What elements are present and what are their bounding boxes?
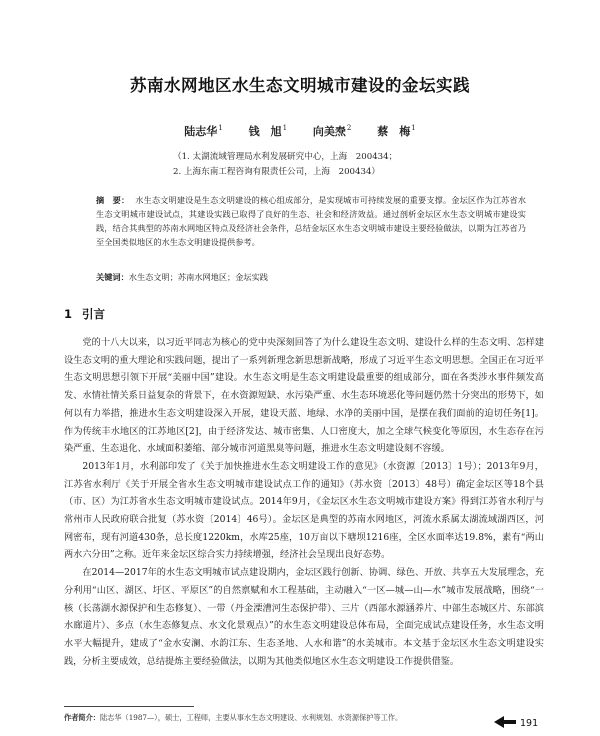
page-corner-ornament-icon — [494, 716, 516, 728]
footnote-text: 陆志华（1987—），硕士，工程师，主要从事水生态文明建设、水利规划、水资源保护等工作。 — [99, 713, 403, 722]
keywords-label: 关键词： — [96, 272, 129, 282]
section-number: 1 — [64, 307, 73, 321]
keywords-text: 水生态文明；苏南水网地区；金坛实践 — [128, 272, 268, 282]
author: 向美焘$^2$ — [312, 124, 352, 138]
paragraph: 2013年1月，水利部印发了《关于加快推进水生态文明建设工作的意见》（水资源〔2013〕1号）；2013年9月，江苏省水利厅《关于开展全省水生态文明城市建设试点工作的通知》（苏水资〔2013〕48号）确定金坛区等18个县（市、区）为江苏省水生态文明城市建设试点。2014年9月，《金坛区水生态文明城市建设方案》得到江苏省水利厅与常州市人民政府联合批复（苏水资〔2014〕46号）。金坛区是典型的苏南水网地区，河流水系属太湖流域湖西区，河网密布，现有河道430条，总长度1220km，水库25座，10万亩以下塘坝1216座，全区水面率达19.8%，素有“两山两水六分田”之称。近年来金坛区综合实力持续增强，经济社会呈现出良好态势。 — [64, 460, 544, 561]
keywords — [96, 272, 526, 283]
section-heading — [64, 306, 105, 322]
affiliation-1: （1. 太湖流域管理局水利发展研究中心，上海 200434； — [173, 152, 398, 162]
paragraph: 党的十八大以来，以习近平同志为核心的党中央深刻回答了为什么建设生态文明、建设什么样的生态文明、怎样建设生态文明的重大理论和实践问题，提出了一系列新理念新思想新战略，形成了习近平生态文明思想。全国正在习近平生态文明思想引领下开展“美丽中国”建设。水生态文明是生态文明建设最重要的组成部分，面在各类涉水事件频发高发、水情社情关系日益复杂的背景下，在水资源短缺、水污染严重、水生态环境恶化等问题仍然十分突出的形势下，如何以有力举措，推进水生态文明建设深入开展，建设天蓝、地绿、水净的美丽中国，是摆在我们面前的迫切任务[1]。作为传统丰水地区的江苏地区[2]，由于经济发达、城市密集、人口密度大，加之全球气候变化等原因，水生态存在污染严重、生态退化、水域面积萎缩、部分城市河道黑臭等问题，推进水生态文明建设刻不容缓。 — [64, 337, 544, 455]
author: 蔡 梅$^1$ — [377, 124, 416, 138]
author-footnote — [64, 713, 402, 723]
footnote-label: 作者简介： — [64, 713, 100, 722]
abstract-label: 摘 要： — [96, 195, 130, 205]
abstract — [96, 193, 526, 249]
author: 钱 旭$^1$ — [248, 124, 288, 138]
page-number: 191 — [520, 718, 539, 729]
paper-title: 苏南水网地区水生态文明城市建设的金坛实践 — [130, 76, 470, 95]
author-list — [0, 123, 600, 139]
author: 陆志华$^1$ — [184, 124, 223, 138]
footnote-rule — [64, 706, 194, 707]
paragraph: 在2014—2017年的水生态文明城市试点建设期内，金坛区践行创新、协调、绿色、开放、共享五大发展理念，充分利用“山区、湖区、圩区、平原区”的自然禀赋和水工程基础，主动融入“一区—城—山—水”城市发展战略，围绕“一核（长荡湖水源保护和生态修复）、一带（丹金溧漕河生态保护带）、三片（西部水源涵养片、中部生态城区片、东部滨水廊道片）、多点（水生态修复点、水文化景观点）”的水生态文明建设总体布局，全面完成试点建设任务，水生态文明水平大幅提升，建成了“金水安澜、水韵江东、生态圣地、人水和谐”的水美城市。本文基于金坛区水生态文明建设实践，分析主要成效，总结提炼主要经验做法，以期为其他类似地区水生态文明建设工作提供借鉴。 — [64, 567, 544, 667]
body-text — [64, 334, 544, 670]
affiliation-2: 2. 上海东南工程咨询有限责任公司，上海 200434） — [173, 167, 381, 177]
section-title: 引言 — [82, 307, 106, 321]
abstract-text: 水生态文明建设是生态文明建设的核心组成部分，是实现城市可持续发展的重要支撑。金坛区作为江苏省水生态文明城市建设试点，其建设实践已取得了良好的生态、社会和经济效益。通过剖析金坛区水生态文明城市建设实践，结合其典型的苏南水网地区特点及经济社会条件，总结金坛区水生态文明城市建设主要经验做法，以期为江苏省乃至全国类似地区的水生态文明建设提供参考。 — [96, 195, 526, 247]
